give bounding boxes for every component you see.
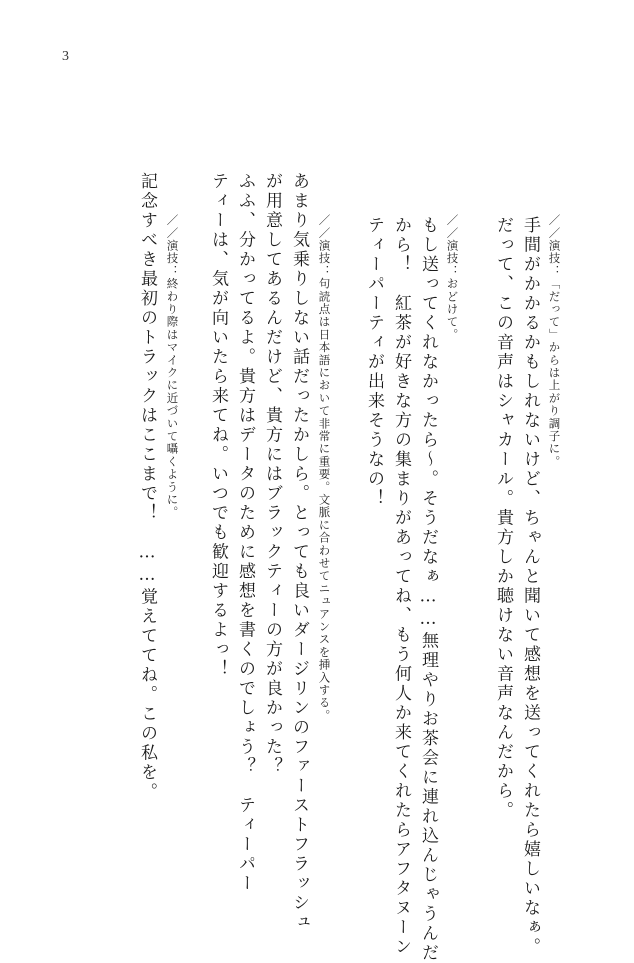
dialogue-line: だって、この音声はシャカール。貴方しか聴けない音声なんだから。 <box>493 216 513 821</box>
dialogue-line: あまり気乗りしない話だったかしら。とっても良いダージリンのファーストフラッシュ <box>289 172 309 933</box>
page-number: 3 <box>62 49 69 64</box>
stage-direction: ／／演技：おどけて。 <box>445 214 460 341</box>
dialogue-line: が用意してあるんだけど、貴方にはブラックティーの方が良かった？ <box>262 172 282 777</box>
dialogue-line: ティーパーティが出来そうなの！ <box>364 216 384 509</box>
dialogue-line: から！ 紅茶が好きな方の集まりがあってね、もう何人か来てくれたらアフタヌーン <box>391 216 411 957</box>
dialogue-line: 記念すべき最初のトラックはここまで！ ……覚えててね。この私を。 <box>137 172 157 802</box>
stage-direction: ／／演技：終わり際はマイクに近づいて囁くように。 <box>165 214 180 519</box>
dialogue-line: ふふ、分かってるよ。貴方はデータのために感想を書くのでしょう？ ティーパー <box>235 172 255 894</box>
dialogue-line: もし送ってくれなかったら～。そうだなぁ……無理やりお茶会に連れ込んじゃうんだ <box>418 216 438 963</box>
stage-direction: ／／演技：句読点は日本語において非常に重要。文脈に合わせてニュアンスを挿入する。 <box>317 214 332 722</box>
dialogue-line: 手間がかかるかもしれないけど、ちゃんと聞いて感想を送ってくれたら嬉しいなぁ。 <box>520 216 540 957</box>
stage-direction: ／／演技：「だって」からは上がり調子に。 <box>547 214 562 468</box>
dialogue-line: ティーは、気が向いたら来てね。いつでも歓迎するよっ！ <box>208 172 228 679</box>
